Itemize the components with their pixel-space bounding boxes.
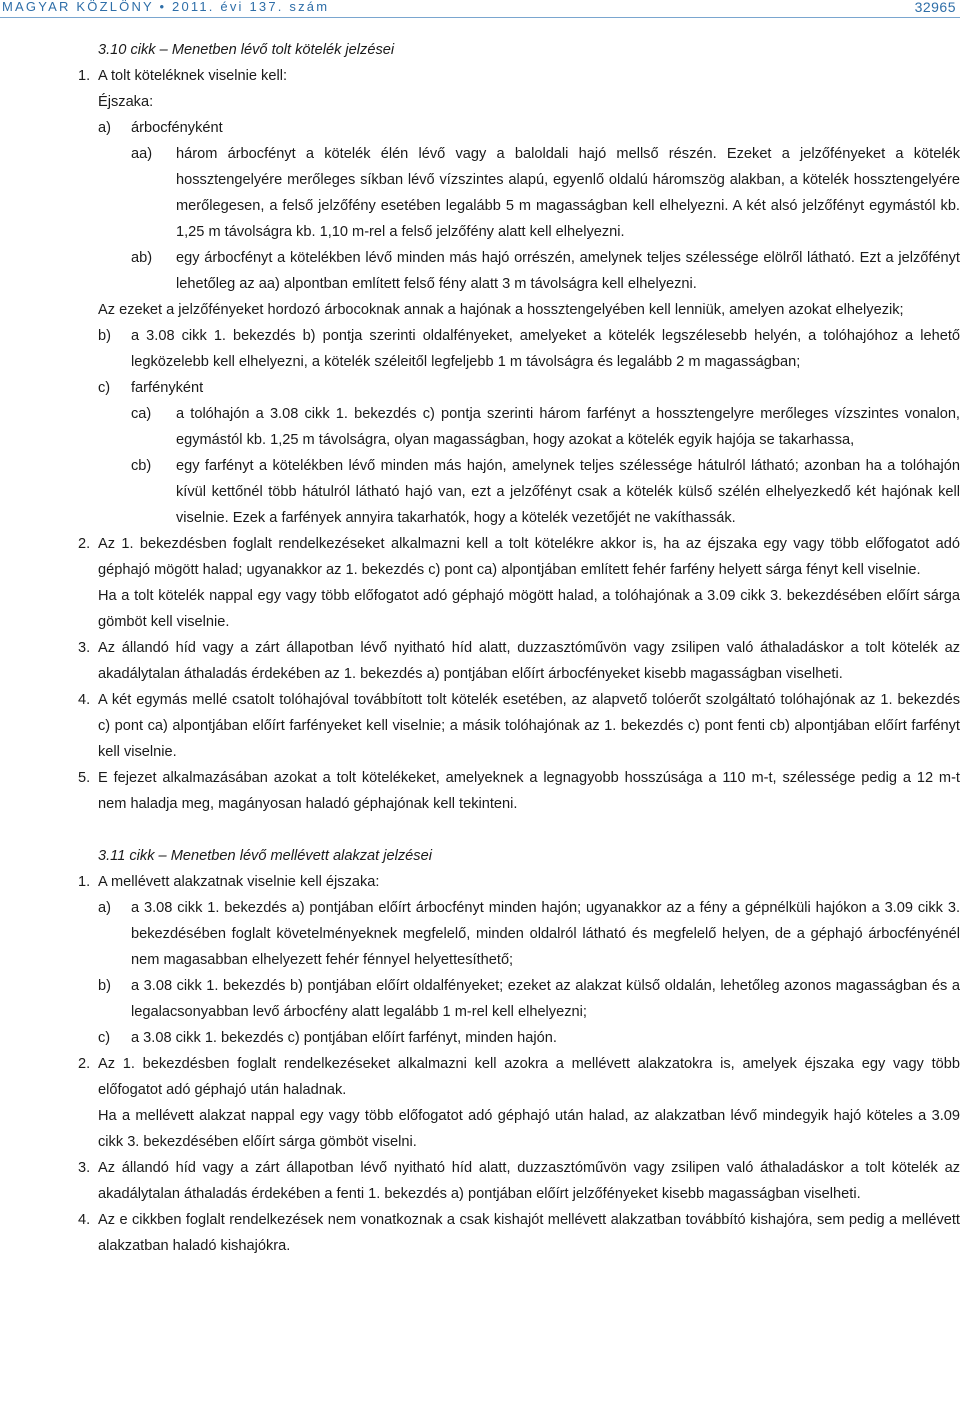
point-label: c) xyxy=(98,1030,111,1046)
point-text: árbocfényként xyxy=(131,120,223,136)
point-label: a) xyxy=(98,900,111,916)
subpoint-label: ca) xyxy=(131,406,152,422)
paragraph-number: 4. xyxy=(78,1212,91,1228)
subpoint-text: a tolóhajón a 3.08 cikk 1. bekezdés c) pontja szerinti három farfényt a hossztengelyre merőleges vízszintes vonalon, egymástól kb. 1,25 m távolságra, olyan magasságban, hogy azokat a kötelék egyik hajója se takarhassa, xyxy=(176,406,960,448)
paragraph-text: Az 1. bekezdésben foglalt rendelkezéseket alkalmazni kell a tolt kötelékre akkor is, ha az éjszaka egy vagy több előfogatot adó géphajó mögött halad; ugyanakkor az 1. bekezdés c) pont ca) alpontjában említett fehér farfény helyett sárga fényt kell viselnie. xyxy=(98,536,960,578)
paragraph-text: A mellévett alakzatnak viselnie kell éjszaka: xyxy=(98,874,380,890)
paragraph-1 xyxy=(0,869,960,895)
point-b xyxy=(0,973,960,1025)
subpoint-label: aa) xyxy=(131,146,153,162)
paragraph-number: 2. xyxy=(78,536,91,552)
point-text: a 3.08 cikk 1. bekezdés a) pontjában előírt árbocfényt minden hajón; ugyanakkor az a fény a gépnélküli hajókon a 3.09 cikk 3. bekezdésében foglalt követelményeknek megfelelő, minden oldalról látható és megfelelő helyen, de a géphajó árbocfényénél nem magasabban elhelyezett fehér fénnyel helyettesíthető; xyxy=(131,900,960,968)
header-rule xyxy=(0,17,960,18)
paragraph-4 xyxy=(0,1207,960,1259)
section-spacer xyxy=(0,817,960,843)
paragraph-text: E fejezet alkalmazásában azokat a tolt kötelékeket, amelyeknek a legnagyobb hosszúsága a 110 m-t, szélessége pedig a 12 m-t nem haladja meg, magányosan haladó géphajónak kell tekinteni. xyxy=(98,770,960,812)
paragraph-number: 3. xyxy=(78,1160,91,1176)
subpoint-text: egy farfényt a kötelékben lévő minden más hajón, amelynek teljes szélessége hátulról látható; azonban ha a tolóhajón kívül kettőnél több hátulról látható hajó van, ezt a jelzőfényt csak a kötelék külső szélén elhelyezkedő két hajónak kell viselnie. Ezek a farfények annyira takarhatók, hogy a kötelék vezetőjét ne vakíthassák. xyxy=(176,458,960,526)
paragraph-text: Az állandó híd vagy a zárt állapotban lévő nyitható híd alatt, duzzasztóművön vagy zsilipen való áthaladáskor a tolt kötelék az akadálytalan áthaladás érdekében az 1. bekezdés a) pontjában előírt árbocfényeket kisebb magasságban viselheti. xyxy=(98,640,960,682)
paragraph-number: 4. xyxy=(78,692,91,708)
point-a-note xyxy=(0,297,960,323)
section-title-3-10: 3.10 cikk – Menetben lévő tolt kötelék jelzései xyxy=(98,42,395,58)
point-text: a 3.08 cikk 1. bekezdés b) pontja szerinti oldalfényeket, amelyeket a kötelék legszélesebb helyén, a tolóhajóhoz a lehető legközelebb kell elhelyezni, a kötelék széleitől legfeljebb 1 m távolságra és legalább 2 m magasságban; xyxy=(131,328,960,370)
paragraph-4 xyxy=(0,687,960,765)
night-heading xyxy=(0,89,960,115)
paragraph-text: A két egymás mellé csatolt tolóhajóval továbbított tolt kötelék esetében, az alapvető tolóerőt szolgáltató tolóhajónak az 1. bekezdés c) pont ca) alpontjában előírt farfényeket kell viselnie; a másik tolóhajónak az 1. bekezdés c) pont fenti cb) alpontjában előírt farfényt kell viselnie. xyxy=(98,692,960,760)
paragraph-text: Az 1. bekezdésben foglalt rendelkezéseket alkalmazni kell azokra a mellévett alakzatokra is, amelyek éjszaka egy vagy több előfogatot adó géphajó után haladnak. xyxy=(98,1056,960,1098)
paragraph-text-continued: Ha a tolt kötelék nappal egy vagy több előfogatot adó géphajó mögött halad, a tolóhajónak a 3.09 cikk 3. bekezdésében előírt sárga gömböt kell viselnie. xyxy=(98,588,960,630)
point-label: b) xyxy=(98,328,111,344)
point-c xyxy=(0,375,960,401)
subpoint-text: egy árbocfényt a kötelékben lévő minden más hajó orrészén, amelynek teljes szélessége elölről látható. Ezt a jelzőfényt lehetőleg az aa) alpontban említett felső fény alatt 3 m távolságra kell elhelyezni. xyxy=(176,250,960,292)
paragraph-number: 1. xyxy=(78,874,91,890)
paragraph-5 xyxy=(0,765,960,817)
page-header xyxy=(0,0,960,22)
paragraph-text: A tolt köteléknek viselnie kell: xyxy=(98,68,288,84)
point-text: a 3.08 cikk 1. bekezdés b) pontjában előírt oldalfényeket; ezeket az alakzat külső oldalán, lehetőleg azonos magasságban és a legalacsonyabban levő árbocfény alatt legalább 1 m-rel kell elhelyezni; xyxy=(131,978,960,1020)
paragraph-2 xyxy=(0,1051,960,1155)
note-text: Az ezeket a jelzőfényeket hordozó árbocoknak annak a hajónak a hossztengelyében kell lenniük, amelyen azokat elhelyezik; xyxy=(98,302,904,318)
subpoint-text: három árbocfényt a kötelék élén lévő vagy a baloldali hajó mellső részén. Ezeket a jelzőfényeket a kötelék hossztengelyére merőleges síkban lévő vízszintes alapú, egyenlő oldalú háromszög alakban, a kötelék hossztengelyére merőlegesen, a felső jelzőfény esetében legalább 5 m magasságban kell elhelyezni. A két alsó jelzőfényt egymástól kb. 1,25 m távolságra kb. 1,10 m-rel a felső jelzőfény alatt kell elhelyezni. xyxy=(176,146,960,240)
paragraph-number: 2. xyxy=(78,1056,91,1072)
journal-title: MAGYAR KÖZLÖNY • 2011. évi 137. szám xyxy=(2,0,330,14)
subpoint-ab xyxy=(0,245,960,297)
subpoint-label: cb) xyxy=(131,458,152,474)
point-c xyxy=(0,1025,960,1051)
section-title-3-11: 3.11 cikk – Menetben lévő mellévett alakzat jelzései xyxy=(98,848,432,864)
subpoint-cb xyxy=(0,453,960,531)
paragraph-text-continued: Ha a mellévett alakzat nappal egy vagy több előfogatot adó géphajó után halad, az alakzatban lévő mindegyik hajó köteles a 3.09 cikk 3. bekezdésében előírt sárga gömböt viselni. xyxy=(98,1108,960,1150)
paragraph-1 xyxy=(0,63,960,89)
point-b xyxy=(0,323,960,375)
subpoint-label: ab) xyxy=(131,250,153,266)
document-body xyxy=(0,37,960,1259)
paragraph-2 xyxy=(0,531,960,635)
point-label: c) xyxy=(98,380,111,396)
subpoint-aa xyxy=(0,141,960,245)
point-text: farfényként xyxy=(131,380,204,396)
subpoint-ca xyxy=(0,401,960,453)
point-a xyxy=(0,115,960,141)
point-text: a 3.08 cikk 1. bekezdés c) pontjában előírt farfényt, minden hajón. xyxy=(131,1030,557,1046)
paragraph-text: Az állandó híd vagy a zárt állapotban lévő nyitható híd alatt, duzzasztóművön vagy zsilipen való áthaladáskor a tolt kötelék az akadálytalan áthaladás érdekében a fenti 1. bekezdés a) pontjában előírt jelzőfényeket kisebb magasságban viselheti. xyxy=(98,1160,960,1202)
paragraph-number: 1. xyxy=(78,68,91,84)
page-number: 32965 xyxy=(914,0,956,15)
paragraph-number: 3. xyxy=(78,640,91,656)
night-label: Éjszaka: xyxy=(98,94,154,110)
point-label: a) xyxy=(98,120,111,136)
point-label: b) xyxy=(98,978,111,994)
paragraph-number: 5. xyxy=(78,770,91,786)
point-a xyxy=(0,895,960,973)
paragraph-text: Az e cikkben foglalt rendelkezések nem vonatkoznak a csak kishajót mellévett alakzatban továbbító kishajóra, sem pedig a mellévett alakzatban haladó kishajókra. xyxy=(98,1212,960,1254)
paragraph-3 xyxy=(0,635,960,687)
paragraph-3 xyxy=(0,1155,960,1207)
